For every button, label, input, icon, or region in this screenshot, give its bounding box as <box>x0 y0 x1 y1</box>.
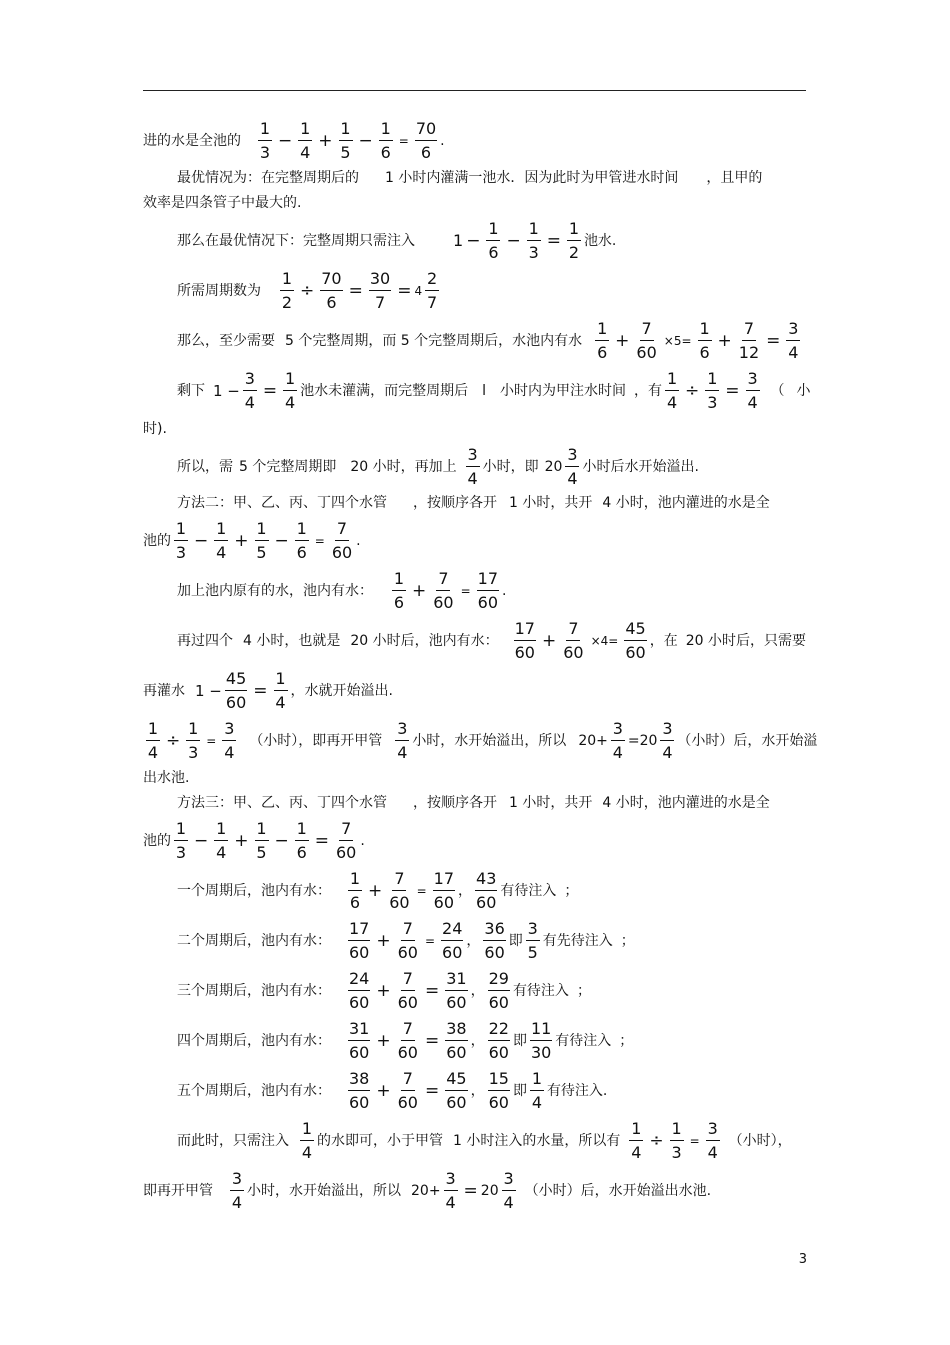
operator: = <box>689 1134 700 1148</box>
fraction: 1 3 <box>175 519 187 562</box>
text-line <box>143 671 393 711</box>
operator: − <box>358 130 373 151</box>
text-segment: 三个周期后 <box>177 983 247 999</box>
text-segment: ，池内有水： <box>247 1083 331 1099</box>
fraction: $\frac{3}{4}$ <box>244 369 255 412</box>
fraction: $\frac{3}{4}$ <box>707 1119 718 1162</box>
text-segment: 5 个完整周期 <box>285 333 369 349</box>
text-line <box>177 1071 607 1111</box>
text-segment: 出水池. <box>143 770 190 786</box>
text-segment: ，所以 <box>524 733 567 749</box>
text-segment: ，且甲的 <box>706 170 763 186</box>
text-segment: 20 小时后，只需要 <box>685 633 806 649</box>
text-line <box>177 571 506 611</box>
text-segment: 那么在最优情况下：完整周期只需注入 <box>177 233 415 249</box>
text-segment: 进的水是全池的 <box>143 133 241 149</box>
operator: + <box>234 830 249 851</box>
text-segment: 即 <box>512 1083 527 1099</box>
fraction: $\frac{1}{3}$ <box>188 719 199 762</box>
text-line <box>143 521 361 561</box>
operator: + <box>541 630 557 651</box>
operator: − <box>274 530 289 551</box>
operator: − <box>194 830 209 851</box>
operator: − <box>466 230 481 251</box>
fraction: $\frac{24}{60}$ <box>442 919 463 962</box>
text-segment: ； <box>620 933 635 949</box>
text-segment: ，池内有水： <box>247 933 331 949</box>
text-segment: 1 − <box>213 381 240 400</box>
text-segment: 20+ <box>411 1183 441 1199</box>
text-segment: ， <box>470 1083 485 1099</box>
operator: + <box>376 980 391 1001</box>
fraction: $\frac{17}{60}$ <box>477 569 499 612</box>
fraction: 1 3 <box>175 819 187 862</box>
text-segment: 所以，需 <box>177 459 233 475</box>
text-segment: 时). <box>143 421 167 437</box>
text-segment: 加上池内原有的水 <box>177 583 289 599</box>
fraction: $\frac{30}{7}$ <box>369 269 391 312</box>
text-segment: . <box>440 133 445 149</box>
text-segment: 4 小时，池内灌进的水是全 <box>602 495 770 511</box>
text-segment: 五个周期后 <box>177 1083 247 1099</box>
fraction: $\frac{1}{5}$ <box>256 819 267 862</box>
text-segment: 即 <box>508 933 523 949</box>
fraction: $\frac{1}{4}$ <box>666 369 678 412</box>
text-line <box>177 971 591 1011</box>
fraction: 24 60 <box>349 969 370 1012</box>
fraction: $\frac{1}{6}$ <box>380 119 391 162</box>
operator: + <box>376 1080 391 1101</box>
text-segment: 池水未灌满 <box>300 383 371 399</box>
text-segment: ， <box>466 933 481 949</box>
fraction: $\frac{1}{4}$ <box>631 1119 642 1162</box>
text-segment: 小时内为甲注水时间 <box>500 383 627 399</box>
text-line <box>143 771 189 785</box>
fraction: $\frac{3}{4}$ <box>445 1169 456 1212</box>
text-segment: 20 小时，再加上 <box>350 459 457 475</box>
text-line <box>177 371 811 411</box>
text-segment: 一个周期后 <box>177 883 247 899</box>
operator: − <box>278 130 293 151</box>
text-segment: 1 <box>453 231 464 250</box>
text-segment: ，池内有水： <box>247 1033 331 1049</box>
text-segment: （小时），即再开甲管 <box>249 733 383 749</box>
fraction: $\frac{7}{60}$ <box>397 919 418 962</box>
text-segment: 5 个完整周期即 <box>239 459 337 475</box>
operator: ×5= <box>663 334 692 348</box>
fraction: 3 4 <box>503 1169 514 1212</box>
fraction: $\frac{7}{60}$ <box>397 1069 418 1112</box>
fraction: 3 5 <box>527 919 538 962</box>
operator: + <box>376 930 391 951</box>
fraction: $\frac{7}{60}$ <box>397 1019 418 1062</box>
text-segment: 的水即可，小于甲管 <box>317 1133 443 1149</box>
text-segment: ，池内有水： <box>247 883 331 899</box>
fraction: 11 30 <box>530 1019 552 1062</box>
operator: + <box>615 330 630 351</box>
text-segment: 池水. <box>583 233 617 249</box>
text-segment: 1 小时内灌满一池水．因为此时为甲管进水时间 <box>385 170 679 186</box>
fraction: 29 60 <box>488 969 509 1012</box>
text-segment: ，而 5 个完整周期后 <box>368 333 499 349</box>
operator: = <box>424 1080 440 1101</box>
text-segment: 方法二：甲、乙、丙、丁四个水管 <box>177 495 387 511</box>
text-segment: ， <box>470 1033 485 1049</box>
operator: − <box>274 830 289 851</box>
text-segment: 小时后水开始溢出. <box>582 459 699 475</box>
text-segment: ，在 <box>649 633 678 649</box>
fraction: $\frac{1}{2}$ <box>568 219 580 262</box>
text-segment: 20 小时后，池内有水： <box>350 633 499 649</box>
operator: = <box>206 734 217 748</box>
fraction: 17 60 <box>349 919 370 962</box>
fraction: $\frac{1}{5}$ <box>340 119 351 162</box>
text-segment: ，池内有水： <box>247 983 331 999</box>
fraction: $\frac{1}{3}$ <box>707 369 718 412</box>
operator: = <box>463 1180 478 1201</box>
text-segment: 小 <box>796 383 811 399</box>
fraction: $\frac{7}{60}$ <box>636 319 657 362</box>
text-segment: 那么，至少需要 <box>177 333 275 349</box>
text-line <box>143 721 817 761</box>
fraction: $\frac{17}{60}$ <box>433 869 455 912</box>
operator: = <box>424 980 440 1001</box>
fraction: 3 4 <box>662 719 673 762</box>
text-segment: 即 <box>512 1033 527 1049</box>
text-line <box>143 821 365 861</box>
text-segment: ，水就开始溢出. <box>290 683 393 699</box>
operator: = <box>725 380 740 401</box>
text-segment: ，水池内有水 <box>498 333 583 349</box>
text-segment: 有待注入 <box>500 883 557 899</box>
text-segment: . <box>502 583 507 599</box>
operator: ÷ <box>300 280 315 301</box>
fraction: 31 60 <box>349 1019 370 1062</box>
text-segment: 池的 <box>143 833 171 849</box>
fraction: $\frac{45}{60}$ <box>446 1069 467 1112</box>
text-segment: 方法三：甲、乙、丙、丁四个水管 <box>177 795 387 811</box>
operator: ÷ <box>685 380 700 401</box>
fraction: $\frac{1}{4}$ <box>300 119 311 162</box>
operator: = <box>262 380 278 401</box>
text-segment: 再过四个 <box>177 633 233 649</box>
operator: + <box>318 130 333 151</box>
fraction: $\frac{1}{2}$ <box>281 269 293 312</box>
text-segment: 小时，水开始溢出 <box>247 1183 359 1199</box>
fraction: $\frac{70}{6}$ <box>415 119 437 162</box>
text-segment: 剩下 <box>177 383 205 399</box>
fraction: $\frac{3}{4}$ <box>788 319 799 362</box>
fraction: $\frac{7}{60}$ <box>336 819 357 862</box>
mixed-number-whole: 20 <box>544 459 563 475</box>
fraction: $\frac{7}{12}$ <box>738 319 760 362</box>
text-segment: 1 小时，共开 <box>509 795 593 811</box>
operator: = <box>253 680 268 701</box>
fraction: $\frac{1}{6}$ <box>296 519 307 562</box>
text-line <box>177 447 699 487</box>
text-segment: l <box>482 383 487 399</box>
text-line <box>143 196 301 210</box>
header-rule <box>143 90 806 91</box>
text-segment: ， <box>458 883 473 899</box>
text-segment: 4 小时，池内灌进的水是全 <box>602 795 770 811</box>
text-segment: ，有 <box>634 383 663 399</box>
operator: = <box>397 280 412 301</box>
fraction: 36 60 <box>484 919 505 962</box>
text-segment: 效率是四条管子中最大的. <box>143 195 302 211</box>
text-segment: ，而完整周期后 <box>370 383 469 399</box>
fraction: $\frac{1}{6}$ <box>296 819 307 862</box>
text-segment: . <box>360 833 365 849</box>
text-line <box>177 621 806 661</box>
text-segment: 有待注入. <box>546 1083 608 1099</box>
fraction: 3 4 <box>467 445 478 488</box>
operator: + <box>717 330 732 351</box>
text-segment: ； <box>619 1033 634 1049</box>
fraction: 1 6 <box>597 319 608 362</box>
fraction: 3 4 <box>231 1169 243 1212</box>
text-segment: ，池内有水： <box>289 583 373 599</box>
operator: = <box>424 934 436 948</box>
operator: = <box>460 584 471 598</box>
text-segment: 所需周期数为 <box>177 283 261 299</box>
text-segment: 四个周期后 <box>177 1033 247 1049</box>
text-segment: ，所以有 <box>564 1133 621 1149</box>
fraction: $\frac{1}{4}$ <box>216 519 227 562</box>
text-segment: 最优情况为：在完整周期后的 <box>177 170 359 186</box>
text-segment: （ <box>770 383 785 399</box>
fraction: $\frac{7}{60}$ <box>389 869 410 912</box>
fraction: $\frac{1}{4}$ <box>147 719 159 762</box>
fraction: $\frac{1}{4}$ <box>275 669 286 712</box>
text-segment: 1 − <box>195 681 222 700</box>
text-segment: （小时）后，水开始溢 <box>677 733 818 749</box>
text-segment: 二个周期后 <box>177 933 247 949</box>
fraction: $\frac{3}{4}$ <box>747 369 758 412</box>
operator: = <box>398 134 409 148</box>
text-segment: 4 小时，也就是 <box>243 633 341 649</box>
fraction: 3 4 <box>567 445 578 488</box>
text-segment: 而此时，只需注入 <box>177 1133 289 1149</box>
mixed-number-whole: 4 <box>414 284 423 298</box>
text-segment: 再灌水 <box>143 683 185 699</box>
fraction: $\frac{1}{6}$ <box>699 319 710 362</box>
fraction: $\frac{7}{60}$ <box>433 569 454 612</box>
fraction: $\frac{7}{60}$ <box>563 619 584 662</box>
text-line <box>177 1021 633 1061</box>
text-line <box>143 121 445 161</box>
text-line <box>143 422 167 436</box>
fraction: $\frac{1}{4}$ <box>216 819 227 862</box>
text-segment: 有先待注入 <box>542 933 613 949</box>
text-segment: 小时，即 <box>482 459 539 475</box>
operator: = <box>546 230 561 251</box>
text-segment: ； <box>564 883 579 899</box>
text-line <box>177 321 803 361</box>
text-line <box>177 871 578 911</box>
fraction: $\frac{1}{3}$ <box>528 219 539 262</box>
fraction: $\frac{1}{4}$ <box>285 369 296 412</box>
operator: = <box>314 830 329 851</box>
page-number: 3 <box>798 1252 807 1267</box>
fraction: 22 60 <box>488 1019 509 1062</box>
text-segment: 池的 <box>143 533 171 549</box>
text-segment: ； <box>576 983 591 999</box>
text-segment: 即再开甲管 <box>143 1183 213 1199</box>
text-line <box>177 221 616 261</box>
text-line <box>177 796 770 810</box>
text-segment: . <box>356 533 361 549</box>
fraction: $\frac{3}{4}$ <box>612 719 623 762</box>
fraction: $\frac{31}{60}$ <box>446 969 467 1012</box>
operator: + <box>368 880 383 901</box>
text-line <box>143 1171 711 1211</box>
text-line <box>177 171 762 185</box>
fraction: 38 60 <box>349 1069 370 1112</box>
fraction: $\frac{3}{4}$ <box>224 719 235 762</box>
text-line <box>177 496 770 510</box>
operator: = <box>416 884 427 898</box>
fraction: $\frac{70}{6}$ <box>321 269 342 312</box>
operator: = <box>348 280 363 301</box>
text-segment: ，按顺序各开 <box>413 795 497 811</box>
text-segment: 小时，水开始溢出 <box>412 733 525 749</box>
text-segment: =20 <box>627 733 658 749</box>
operator: ×4= <box>590 634 619 648</box>
fraction: 3 4 <box>397 719 408 762</box>
operator: = <box>766 330 781 351</box>
operator: = <box>314 534 325 548</box>
fraction: $\frac{7}{60}$ <box>397 969 418 1012</box>
text-segment: （小时）， <box>728 1133 792 1149</box>
fraction: 15 60 <box>488 1069 509 1112</box>
fraction: 43 60 <box>476 869 497 912</box>
fraction: 1 3 <box>259 119 271 162</box>
fraction: $\frac{38}{60}$ <box>446 1019 467 1062</box>
operator: − <box>506 230 521 251</box>
fraction: $\frac{1}{3}$ <box>671 1119 682 1162</box>
text-line <box>177 1121 792 1161</box>
fraction: 1 6 <box>349 869 361 912</box>
fraction: $\frac{45}{60}$ <box>625 619 646 662</box>
fraction: 17 60 <box>514 619 535 662</box>
text-segment: （小时）后，水开始溢出水池. <box>524 1183 712 1199</box>
text-line <box>177 921 635 961</box>
fraction: 1 6 <box>393 569 405 612</box>
text-segment: 20+ <box>578 733 608 749</box>
fraction: $\frac{1}{6}$ <box>488 219 499 262</box>
operator: = <box>424 1030 440 1051</box>
operator: + <box>234 530 249 551</box>
text-line <box>177 271 442 311</box>
fraction: 2 7 <box>427 269 438 312</box>
operator: − <box>194 530 209 551</box>
fraction: $\frac{45}{60}$ <box>225 669 247 712</box>
text-segment: ，按顺序各开 <box>413 495 497 511</box>
text-segment: 1 小时，共开 <box>509 495 593 511</box>
text-segment: ， <box>470 983 485 999</box>
text-segment: ，所以 <box>359 1183 401 1199</box>
fraction: $\frac{1}{5}$ <box>256 519 267 562</box>
operator: + <box>376 1030 391 1051</box>
fraction: 1 4 <box>301 1119 313 1162</box>
fraction: $\frac{7}{60}$ <box>331 519 353 562</box>
operator: + <box>412 580 427 601</box>
text-segment: 1 小时注入的水量 <box>453 1133 565 1149</box>
text-segment: 有待注入 <box>512 983 569 999</box>
mixed-number-whole: 20 <box>480 1183 499 1199</box>
text-segment: 有待注入 <box>555 1033 612 1049</box>
operator: ÷ <box>166 730 181 751</box>
operator: ÷ <box>649 1130 664 1151</box>
fraction: 1 4 <box>531 1069 543 1112</box>
